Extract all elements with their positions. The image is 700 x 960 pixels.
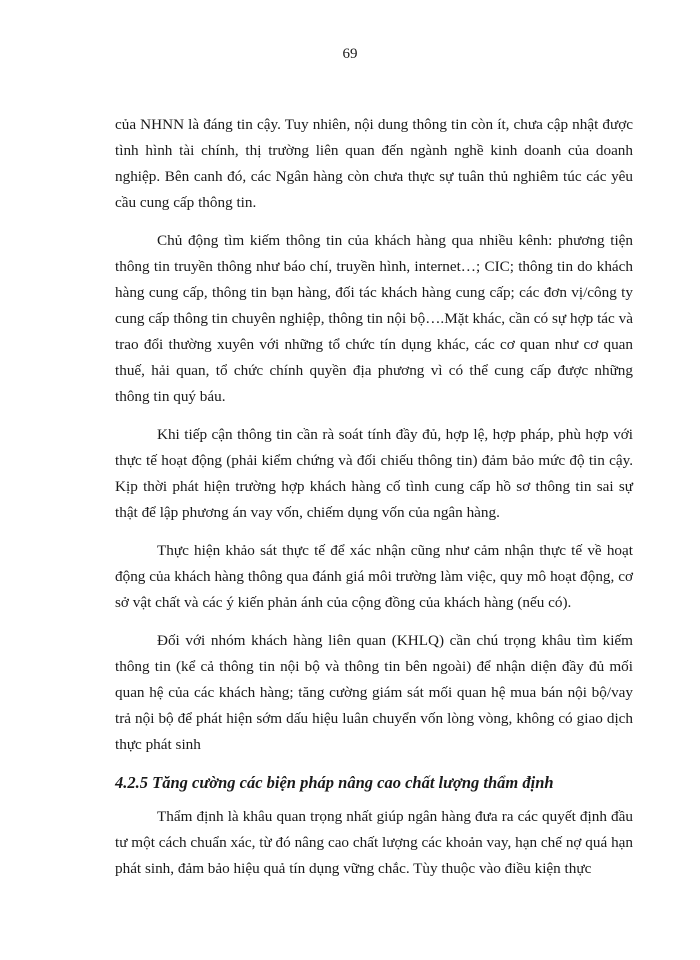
section-heading: 4.2.5 Tăng cường các biện pháp nâng cao chất lượng thẩm định [115, 773, 554, 792]
paragraph-continuation: của NHNN là đáng tin cậy. Tuy nhiên, nội dung thông tin còn ít, chưa cập nhật được tình hình tài chính, thị trường liên quan đến ngành nghề kinh doanh của doanh nghiệp. Bên canh đó, các Ngân hàng còn chưa thực sự tuân thủ nghiêm túc các yêu cầu cung cấp thông tin. [115, 116, 633, 211]
document-body [115, 112, 633, 882]
page-number: 69 [342, 46, 358, 62]
paragraph-related-customers: Đối với nhóm khách hàng liên quan (KHLQ) cần chú trọng khâu tìm kiếm thông tin (kể cả thông tin nội bộ và thông tin bên ngoài) để nhận diện đầy đủ mối quan hệ của các khách hàng; tăng cường giám sát mối quan hệ mua bán nội bộ/vay trả nội bộ để phát hiện sớm dấu hiệu luân chuyển vốn lòng vòng, không có giao dịch thực phát sinh [115, 632, 633, 753]
paragraph-info-review: Khi tiếp cận thông tin cần rà soát tính đầy đủ, hợp lệ, hợp pháp, phù hợp với thực tế hoạt động (phải kiểm chứng và đối chiếu thông tin) đảm bảo mức độ tin cậy. Kịp thời phát hiện trường hợp khách hàng cố tình cung cấp hồ sơ thông tin sai sự thật để lập phương án vay vốn, chiếm dụng vốn của ngân hàng. [115, 426, 633, 521]
paragraph-info-channels: Chủ động tìm kiếm thông tin của khách hàng qua nhiều kênh: phương tiện thông tin truyền thông như báo chí, truyền hình, internet…; CIC; thông tin do khách hàng cung cấp, thông tin bạn hàng, đối tác khách hàng cung cấp; các đơn vị/công ty cung cấp thông tin chuyên nghiệp, thông tin nội bộ….Mặt khác, cần có sự hợp tác và trao đổi thường xuyên với những tổ chức tín dụng khác, các cơ quan như cơ quan thuế, hải quan, tổ chức chính quyền địa phương vì có thể cung cấp được những thông tin quý báu. [115, 232, 633, 405]
paragraph-appraisal: Thẩm định là khâu quan trọng nhất giúp ngân hàng đưa ra các quyết định đầu tư một cách chuẩn xác, từ đó nâng cao chất lượng các khoản vay, hạn chế nợ quá hạn phát sinh, đảm bảo hiệu quả tín dụng vững chắc. Tùy thuộc vào điều kiện thực [115, 808, 633, 877]
paragraph-field-survey: Thực hiện khảo sát thực tế để xác nhận cũng như cảm nhận thực tế về hoạt động của khách hàng thông qua đánh giá môi trường làm việc, quy mô hoạt động, cơ sở vật chất và các ý kiến phản ánh của cộng đồng của khách hàng (nếu có). [115, 542, 633, 611]
